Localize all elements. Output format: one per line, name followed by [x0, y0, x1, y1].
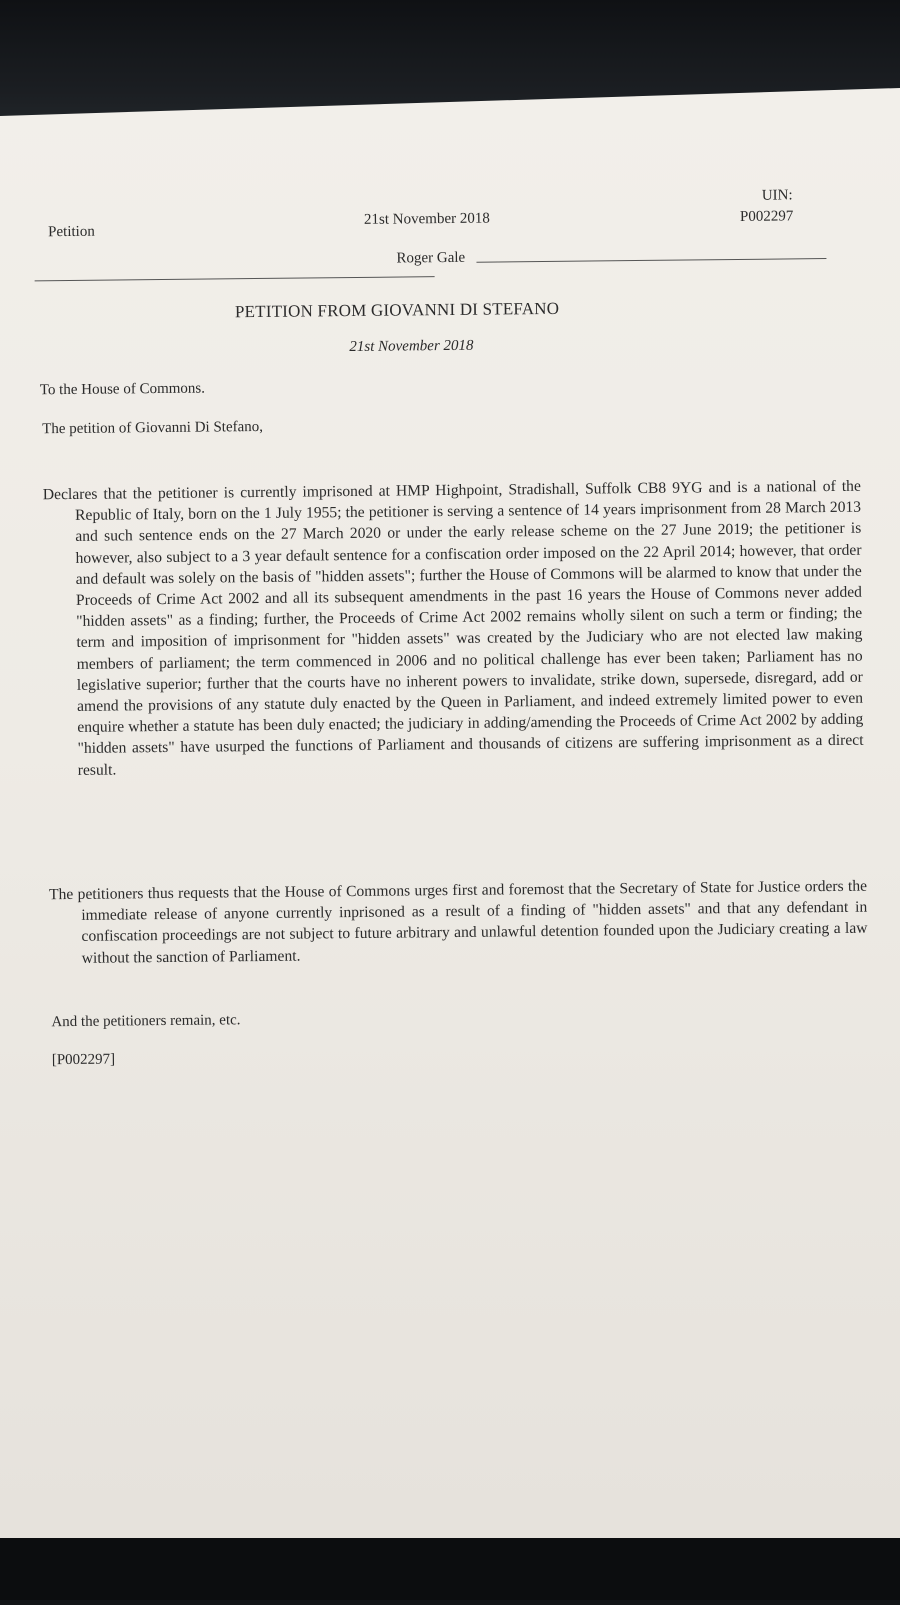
header-rule-right	[476, 258, 826, 263]
closing-line: And the petitioners remain, etc.	[51, 1012, 241, 1031]
uin-value: P002297	[739, 208, 794, 225]
header-rule-left	[35, 276, 435, 281]
salutation: To the House of Commons.	[39, 380, 206, 399]
declaration-paragraph: Declares that the petitioner is currently imprisoned at HMP Highpoint, Stradishall, Suffolk CB8 9YG and is a national of the Republic of Italy, born on the 1 July 1955; the petitioner is serving a sentence of 14 years imprisonment from 28 March 2013 and such sentence ends on the 27 March 2020 or under the early release scheme on the 27 June 2019; the petitioner is however, also subject to a 3 year default sentence for a confiscation order imposed on the 22 April 2014; however, that order and default was solely on the basis of "hidden assets"; further the House of Commons will be alarmed to know that under the Proceeds of Crime Act 2002 and all its subsequent amendments in the past 16 years the House of Commons never added "hidden assets" as a finding; further, the Proceeds of Crime Act 2002 remains wholly silent on such a term or finding; the term and imposition of imprisonment for "hidden assets" was created by the Judiciary who are not elected law making members of parliament; the term commenced in 2006 and no political challenge has ever been taken; Parliament has no legislative superior; further that the courts have no inherent powers to invalidate, strike down, supersede, disregard, add or amend the provisions of any statute duly enacted by the Queen in Parliament, and indeed extremely limited power to even enquire whether a statute has been duly enacted; the judiciary in adding/amending the Proceeds of Crime Act 2002 by adding "hidden assets" have usurped the functions of Parliament and thousands of citizens are suffering imprisonment as a direct result.	[42, 477, 864, 779]
uin-label: UIN:	[761, 187, 793, 204]
header-date: 21st November 2018	[363, 210, 490, 228]
reference-number: [P002297]	[51, 1051, 116, 1069]
request-paragraph: The petitioners thus requests that the House of Commons urges first and foremost that the Secretary of State for Justice orders the immediate release of anyone currently inprisoned as a result of a finding of "hidden assets" and that any defendant in confiscation proceedings are not subject to future arbitrary and unlawful detention founded upon the Judiciary creating a law without the sanction of Parliament.	[48, 877, 868, 967]
document-title: PETITION FROM GIOVANNI DI STEFANO	[234, 298, 560, 322]
member-name: Roger Gale	[396, 249, 466, 267]
petition-label: Petition	[48, 223, 95, 241]
title-date: 21st November 2018	[349, 337, 474, 356]
petition-of: The petition of Giovanni Di Stefano,	[42, 418, 264, 438]
